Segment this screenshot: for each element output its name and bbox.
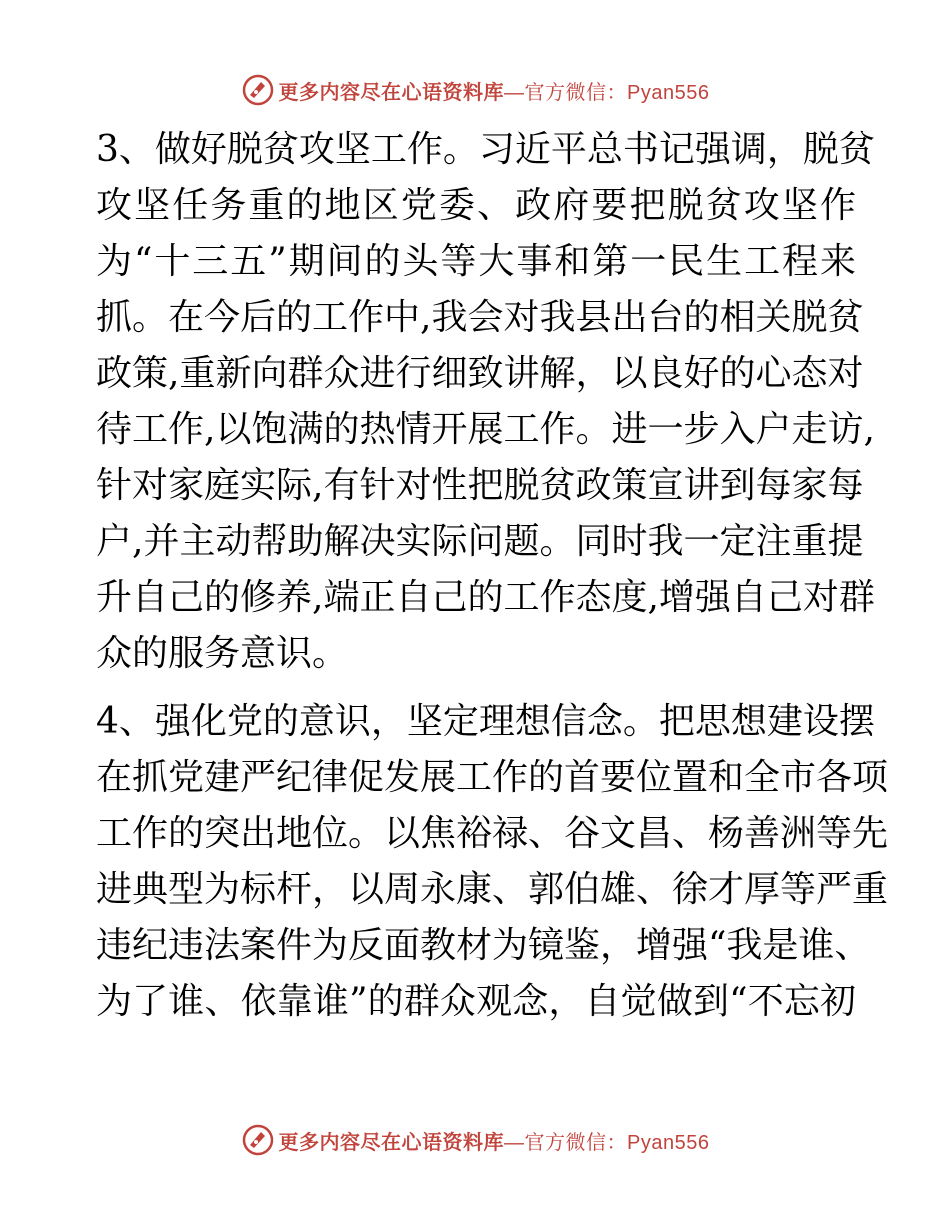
text-line: 政策,重新向群众进行细致讲解，以良好的心态对 — [96, 353, 864, 394]
paragraph-3 — [96, 122, 875, 682]
text-line: 为了谁、依靠谁”的群众观念，自觉做到“不忘初 — [96, 981, 856, 1022]
text-line: 针对家庭实际,有针对性把脱贫政策宣讲到每家每 — [96, 465, 864, 506]
banner-wechat: 官方微信：Pyan556 — [524, 81, 710, 104]
brand-logo-icon — [241, 1123, 275, 1157]
text-line: 3、做好脱贫攻坚工作。习近平总书记强调，脱贫 — [96, 129, 875, 170]
text-line: 攻坚任务重的地区党委、政府要把脱贫攻坚作 — [96, 185, 856, 226]
text-line: 4、强化党的意识，坚定理想信念。把思想建设摆 — [96, 701, 875, 742]
header-banner — [0, 70, 950, 110]
banner-dash: — — [504, 81, 525, 104]
text-line: 户,并主动帮助解决实际问题。同时我一定注重提 — [96, 521, 864, 562]
banner-brand: 更多内容尽在心语资料库 — [278, 1131, 505, 1154]
banner-dash: — — [504, 1131, 525, 1154]
footer-banner — [0, 1120, 950, 1160]
banner-text — [279, 1126, 710, 1155]
text-line: 在抓党建严纪律促发展工作的首要位置和全市各项 — [96, 757, 889, 798]
text-line: 进典型为标杆，以周永康、郭伯雄、徐才厚等严重 — [96, 869, 889, 910]
banner-brand: 更多内容尽在心语资料库 — [278, 81, 505, 104]
text-line: 违纪违法案件为反面教材为镜鉴，增强“我是谁、 — [96, 925, 871, 966]
paragraph-4 — [96, 694, 889, 1030]
text-line: 待工作,以饱满的热情开展工作。进一步入户走访, — [96, 409, 875, 450]
text-line: 工作的突出地位。以焦裕禄、谷文昌、杨善洲等先 — [96, 813, 889, 854]
document-body — [96, 122, 889, 1030]
text-line: 抓。在今后的工作中,我会对我县出台的相关脱贫 — [96, 297, 864, 338]
text-line: 为“十三五”期间的头等大事和第一民生工程来 — [96, 241, 856, 282]
text-line: 升自己的修养,端正自己的工作态度,增强自己对群 — [96, 577, 875, 618]
text-line: 众的服务意识。 — [96, 633, 349, 674]
banner-text — [279, 76, 710, 105]
banner-wechat: 官方微信：Pyan556 — [524, 1131, 710, 1154]
brand-logo-icon — [241, 73, 275, 107]
